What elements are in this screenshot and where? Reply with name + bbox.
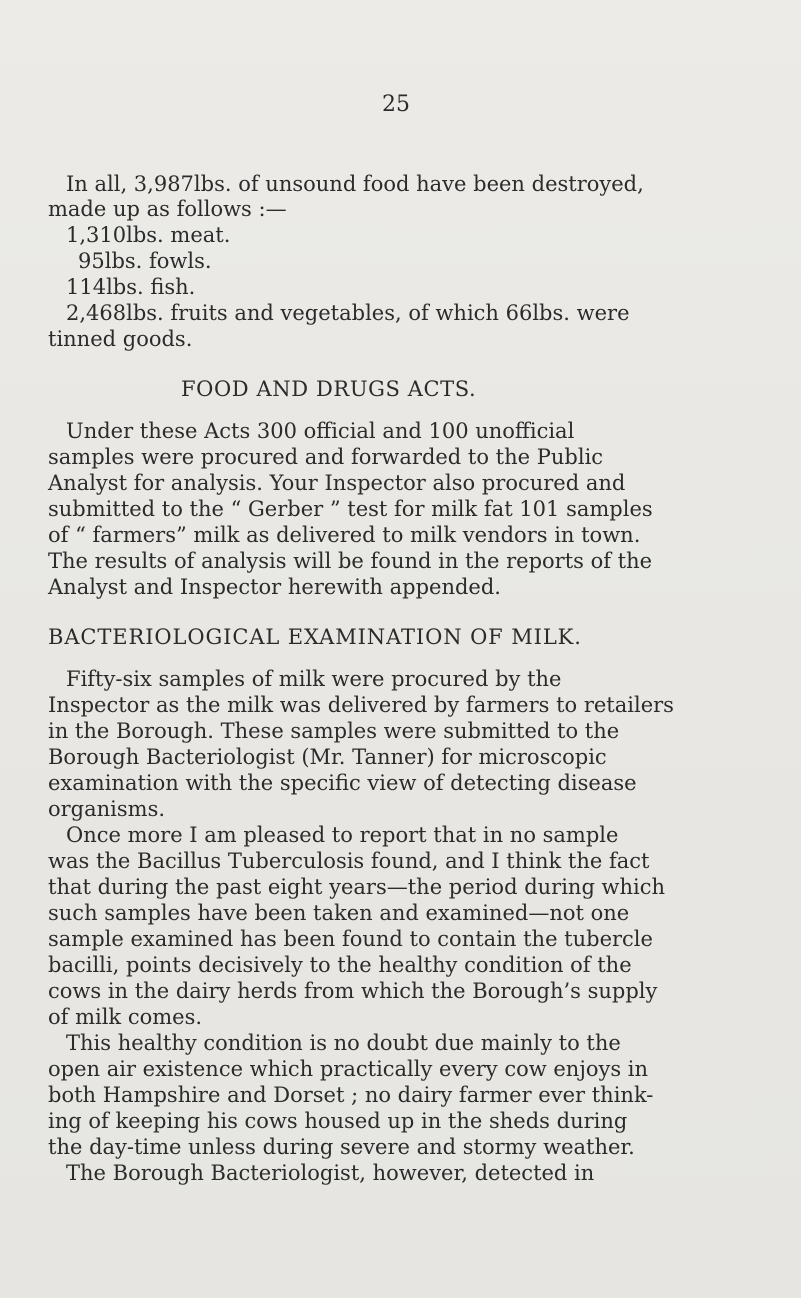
intro-line: tinned goods.	[48, 327, 193, 351]
paragraph-line: sample examined has been found to contain the tubercle	[48, 927, 653, 951]
paragraph-line: Fifty-six samples of milk were procured by the	[66, 667, 562, 691]
paragraph-line: open air existence which practically every cow enjoys in	[48, 1057, 649, 1081]
paragraph-line: examination with the specific view of detecting disease	[48, 771, 637, 795]
paragraph-line: This healthy condition is no doubt due mainly to the	[66, 1031, 621, 1055]
paragraph-line: samples were procured and forwarded to the Public	[48, 445, 604, 469]
paragraph-line: of milk comes.	[48, 1005, 203, 1029]
section-heading-bacteriological: BACTERIOLOGICAL EXAMINATION OF MILK.	[48, 625, 582, 649]
paragraph-line: Analyst for analysis. Your Inspector also procured and	[48, 471, 626, 495]
paragraph-line: The results of analysis will be found in the reports of the	[48, 549, 653, 573]
paragraph-line: ing of keeping his cows housed up in the sheds during	[48, 1109, 628, 1133]
food-item: 95lbs. fowls.	[78, 249, 212, 273]
food-item: 1,310lbs. meat.	[66, 223, 231, 247]
paragraph-line: that during the past eight years—the period during which	[48, 875, 666, 899]
paragraph-line: Borough Bacteriologist (Mr. Tanner) for microscopic	[48, 745, 607, 769]
food-item: 2,468lbs. fruits and vegetables, of which 66lbs. were	[66, 301, 630, 325]
paragraph-line: Under these Acts 300 official and 100 unofficial	[66, 419, 575, 443]
intro-line: made up as follows :—	[48, 197, 287, 221]
paragraph-line: cows in the dairy herds from which the Borough’s supply	[48, 979, 658, 1003]
paragraph-line: Analyst and Inspector herewith appended.	[48, 575, 501, 599]
paragraph-line: Once more I am pleased to report that in no sample	[66, 823, 619, 847]
paragraph-line: was the Bacillus Tuberculosis found, and I think the fact	[48, 849, 650, 873]
paragraph-line: bacilli, points decisively to the healthy condition of the	[48, 953, 632, 977]
food-item: 114lbs. fish.	[66, 275, 196, 299]
page-number: 25	[382, 92, 410, 117]
paragraph-line: of “ farmers” milk as delivered to milk vendors in town.	[48, 523, 641, 547]
paragraph-line: The Borough Bacteriologist, however, detected in	[66, 1161, 595, 1185]
intro-line: In all, 3,987lbs. of unsound food have been destroyed,	[66, 172, 644, 196]
paragraph-line: in the Borough. These samples were submitted to the	[48, 719, 620, 743]
paragraph-line: organisms.	[48, 797, 166, 821]
section-heading-food-drugs: FOOD AND DRUGS ACTS.	[181, 377, 477, 401]
paragraph-line: Inspector as the milk was delivered by farmers to retailers	[48, 693, 674, 717]
paragraph-line: such samples have been taken and examined—not one	[48, 901, 630, 925]
paragraph-line: both Hampshire and Dorset ; no dairy farmer ever think-	[48, 1083, 654, 1107]
paragraph-line: submitted to the “ Gerber ” test for milk fat 101 samples	[48, 497, 653, 521]
paragraph-line: the day-time unless during severe and stormy weather.	[48, 1135, 635, 1159]
